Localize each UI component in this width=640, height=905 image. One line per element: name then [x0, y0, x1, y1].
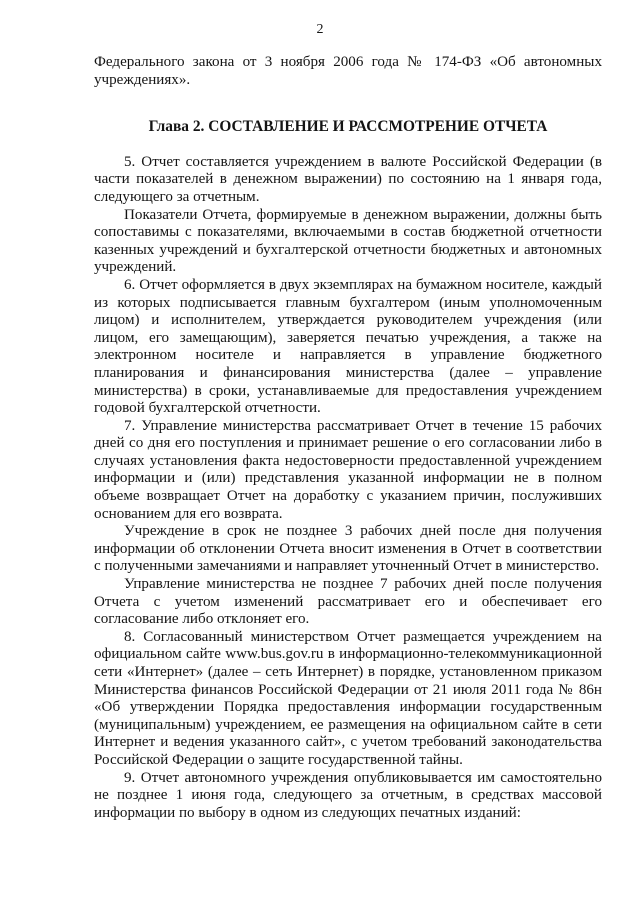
paragraph-6: 6. Отчет оформляется в двух экземплярах на бумажном носителе, каждый из которых подписывается главным бухгалтером (иным уполномоченным лицом) и исполнителем, утверждается руководителем учреждения (или лицом, его замещающим), заверяется печатью учреждения, а также на электронном носителе и направляется в управление бюджетного планирования и финансирования министерства (далее – управление министерства) в сроки, устанавливаемые для предоставления учреждением годовой бухгалтерской отчетности. — [94, 276, 602, 417]
paragraph-9: 9. Отчет автономного учреждения опубликовывается им самостоятельно не позднее 1 июня года, следующего за отчетным, в средствах массовой информации по выбору в одном из следующих печатных изданий: — [94, 769, 602, 821]
paragraph-7-continued-b: Управление министерства не позднее 7 рабочих дней после получения Отчета с учетом изменений рассматривает его и обеспечивает его согласование либо отклоняет его. — [94, 576, 602, 628]
document-body — [94, 54, 602, 822]
paragraph-7: 7. Управление министерства рассматривает Отчет в течение 15 рабочих дней со дня его поступления и принимает решение о его согласовании либо в случаях установления факта недостоверности предоставленной учреждением информации и (или) представления указанной информации не в полном объеме возвращает Отчет на доработку с указанием причин, послуживших основанием для его возврата. — [94, 417, 602, 522]
paragraph-7-continued-a: Учреждение в срок не позднее 3 рабочих дней после дня получения информации об отклонении Отчета вносит изменения в Отчет в соответствии с полученными замечаниями и направляет уточненный Отчет в министерство. — [94, 523, 602, 575]
paragraph-5: 5. Отчет составляется учреждением в валюте Российской Федерации (в части показателей в денежном выражении) по состоянию на 1 января года, следующего за отчетным. — [94, 153, 602, 205]
paragraph-8: 8. Согласованный министерством Отчет размещается учреждением на официальном сайте www.bus.gov.ru в информационно-телекоммуникационной сети «Интернет» (далее – сеть Интернет) в порядке, установленном приказом Министерства финансов Российской Федерации от 21 июля 2011 года № 86н «Об утверждении Порядка предоставления информации государственным (муниципальным) учреждением, ее размещения на официальном сайте в сети Интернет и ведения указанного сайт», с учетом требований законодательства Российской Федерации о защите государственной тайны. — [94, 628, 602, 768]
paragraph-5-continued: Показатели Отчета, формируемые в денежном выражении, должны быть сопоставимы с показателями, включаемыми в состав бюджетной отчетности казенных учреждений и бухгалтерской отчетности бюджетных и автономных учреждений. — [94, 206, 602, 276]
chapter-heading: Глава 2. СОСТАВЛЕНИЕ И РАССМОТРЕНИЕ ОТЧЕТА — [148, 118, 548, 136]
page-number: 2 — [316, 22, 324, 37]
intro-paragraph: Федерального закона от 3 ноября 2006 года № 174-ФЗ «Об автономных учреждениях». — [94, 54, 602, 88]
